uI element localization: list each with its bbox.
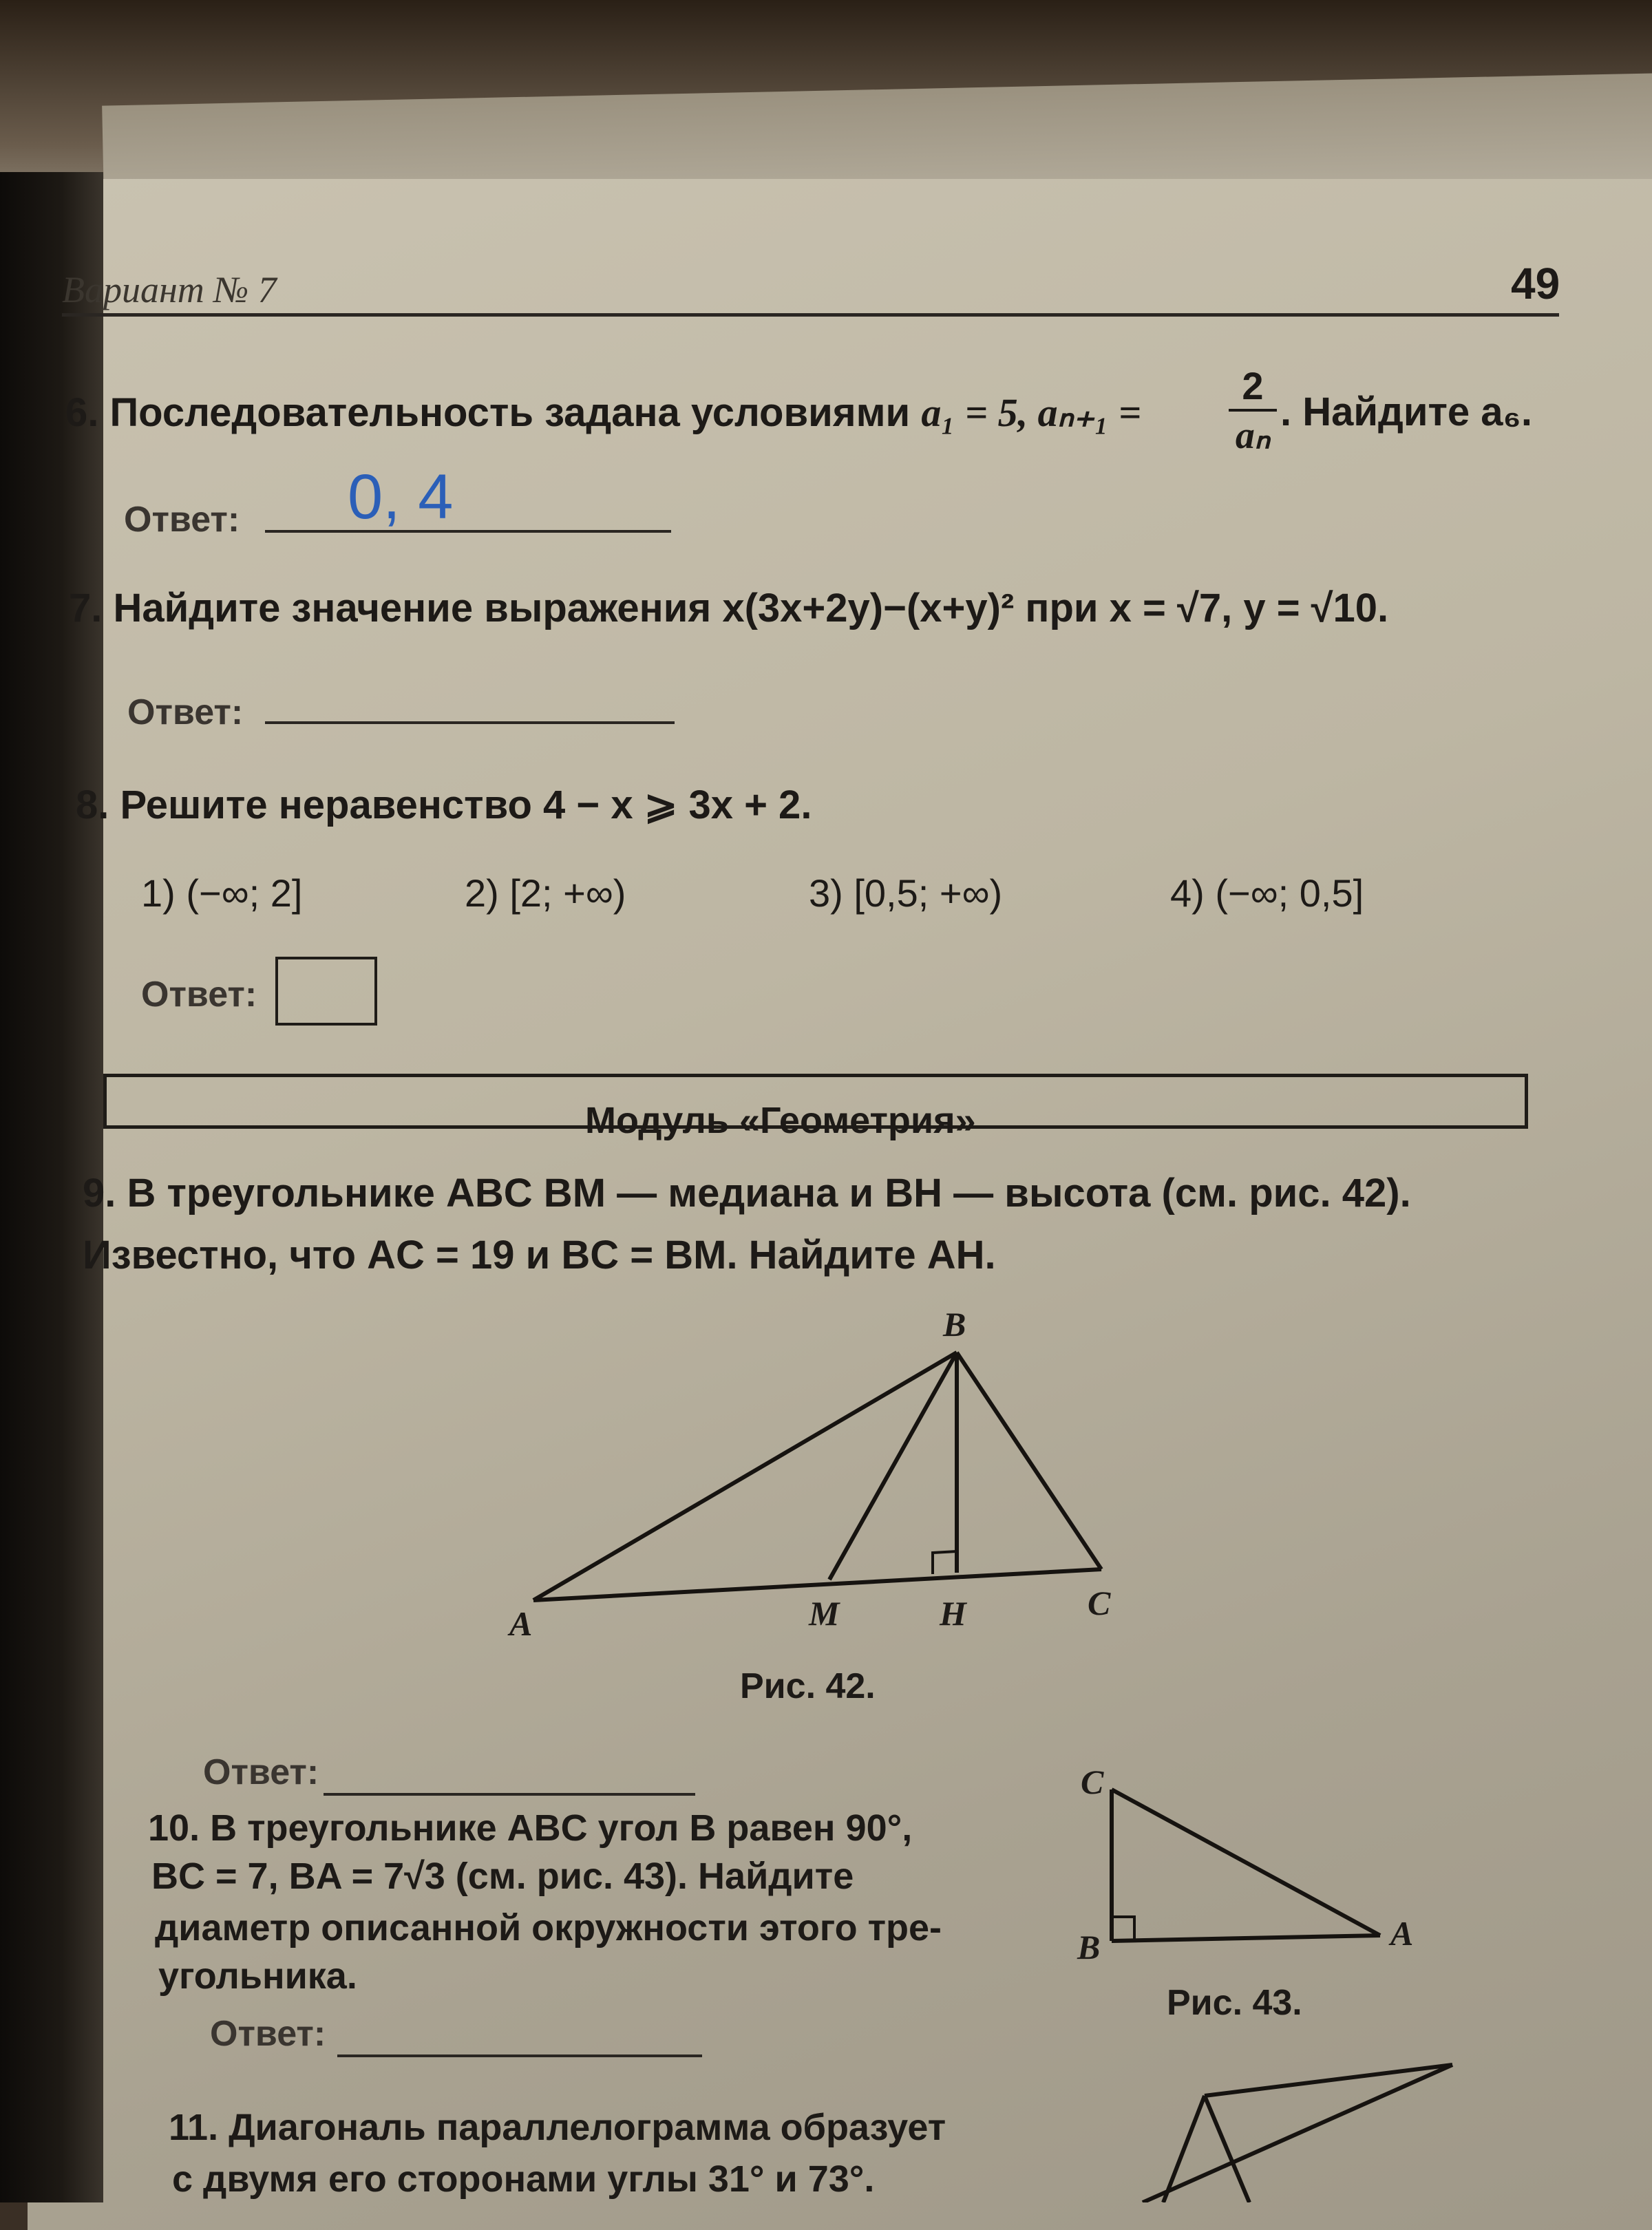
variant-header: Вариант № 7 [62,269,277,310]
page-number: 49 [1511,259,1560,308]
fraction-numerator: 2 [1229,363,1277,412]
fraction-denominator: aₙ [1235,414,1271,457]
task6-handwritten-answer: 0, 4 [348,462,454,532]
task11-line2: с двумя его сторонами углы 31° и 73°. [172,2158,875,2200]
task9-line1: 9. В треугольнике ABC BM — медиана и BH — высота (см. рис. 42). [83,1171,1411,1215]
task9-line2: Известно, что AC = 19 и BC = BM. Найдите AH. [83,1233,996,1277]
task10-line2: BC = 7, BA = 7√3 (см. рис. 43). Найдите [151,1856,854,1897]
side-ba [1112,1935,1380,1941]
parallelogram-diagonal-2 [1205,2096,1249,2202]
fig42-label-c: C [1088,1584,1111,1622]
task10-answer-line[interactable] [337,2054,702,2057]
side-ab [533,1352,957,1600]
fig42-caption: Рис. 42. [740,1666,876,1706]
task11-line1: 11. Диагональ параллелограмма образует [169,2107,946,2148]
task6-condition: a₁ = 5, aₙ₊₁ = [921,390,1142,435]
fig43-caption: Рис. 43. [1167,1983,1302,2023]
fig42-label-h: H [940,1594,966,1633]
side-ca [1112,1790,1380,1935]
right-angle-mark-b [1112,1917,1134,1941]
fig42-label-a: A [509,1604,533,1643]
task10-line3: диаметр описанной окружности этого тре- [155,1907,942,1948]
task8-text: 8. Решите неравенство 4 − x ⩾ 3x + 2. [76,783,812,827]
task10-line1: 10. В треугольнике ABC угол B равен 90°, [148,1807,913,1849]
fig43-label-b: B [1077,1928,1101,1966]
task8-option-1[interactable]: 1) (−∞; 2] [141,871,303,915]
task8-answer-label: Ответ: [141,975,257,1015]
task6-text-end: . Найдите a₆. [1280,390,1532,434]
fig42-label-m: M [809,1594,840,1633]
fig43-label-c: C [1081,1763,1104,1801]
task9-answer-label: Ответ: [203,1752,319,1792]
median-bm [829,1352,957,1580]
fig43-label-a: A [1390,1914,1414,1953]
task6-text-start: 6. Последовательность задана условиями [65,390,922,435]
right-angle-mark-h [933,1551,957,1574]
task6-answer-label: Ответ: [124,500,240,540]
figure-43 [1112,1790,1380,1941]
figure-42 [533,1352,1101,1600]
task8-option-4[interactable]: 4) (−∞; 0,5] [1170,871,1364,915]
fig42-label-b: B [943,1305,966,1344]
side-bc [957,1352,1101,1569]
task8-option-3[interactable]: 3) [0,5; +∞) [809,871,1003,915]
task10-answer-label: Ответ: [210,2014,326,2054]
task7-text: 7. Найдите значение выражения x(3x+2y)−(x+y)² при x = √7, y = √10. [69,586,1389,630]
task9-answer-line[interactable] [324,1793,695,1796]
parallelogram-side-left [1163,2096,1205,2202]
task8-option-2[interactable]: 2) [2; +∞) [465,871,626,915]
task7-answer-label: Ответ: [127,692,244,732]
module-title: Модуль «Геометрия» [585,1100,976,1141]
figure-44-partial [1143,2065,1452,2202]
task10-line4: угольника. [158,1955,357,1997]
